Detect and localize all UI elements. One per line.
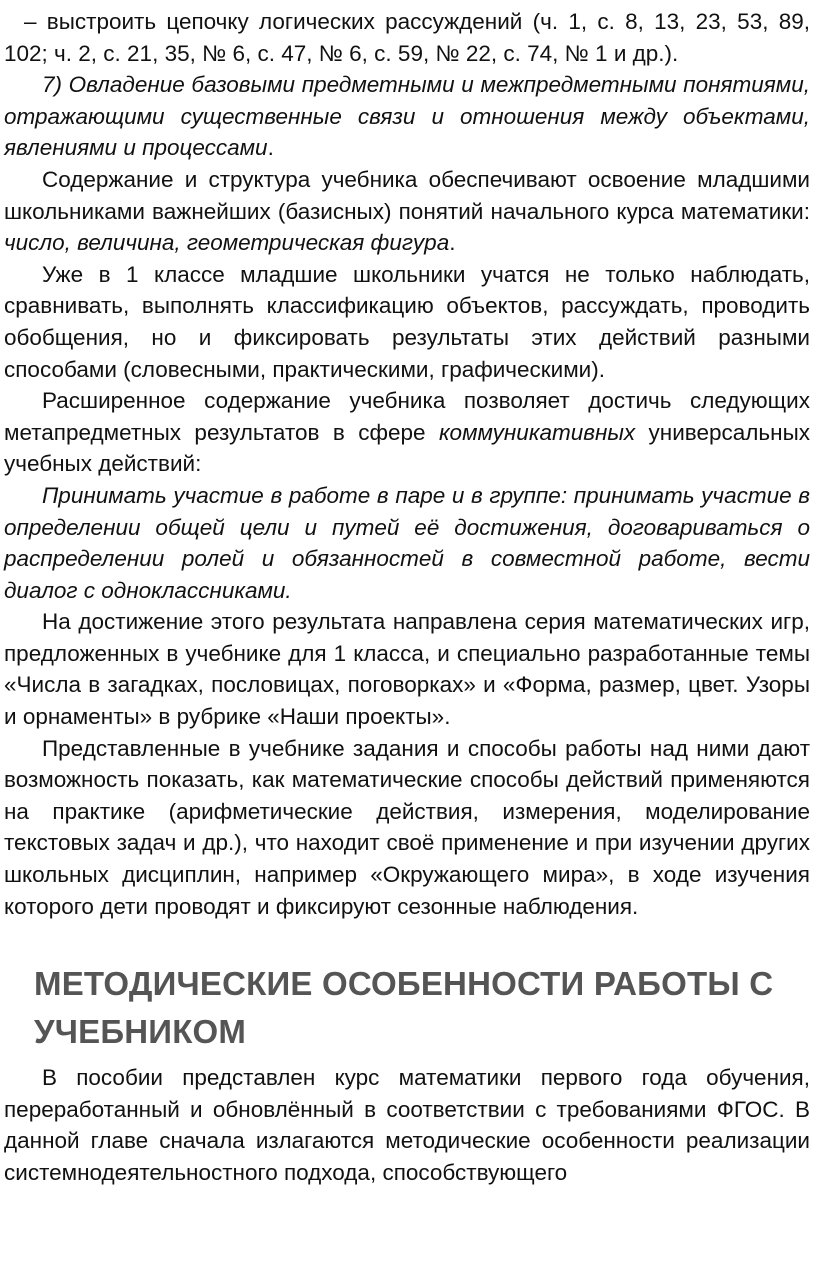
section-item-7-end: . bbox=[267, 135, 274, 161]
section-item-7 bbox=[4, 69, 810, 164]
paragraph-practice: Представленные в учебнике задания и способы работы над ними дают возможность показать, как математические способы действий применяются на практике (арифметические действия, измерения, моделирование текстовых задач и др.), что находит своё применение и при изучении других школьных дисциплин, например «Окружающего мира», в ходе изучения которого дети проводят и фиксируют сезонные наблюдения. bbox=[4, 735, 810, 919]
paragraph-games: На достижение этого результата направлена серия математических игр, предложенных в учебнике для 1 класса, и специально разработанные темы «Числа в загадках, пословицах, поговорках» и «Форма, размер, цвет. Узоры и орнаменты» в рубрике «Наши проекты». bbox=[4, 609, 810, 730]
paragraph-metasubject-italic: коммуникативных bbox=[438, 419, 636, 445]
paragraph-metasubject-end: универсальных учебных действий: bbox=[4, 419, 810, 477]
list-item-dash: – выстроить цепочку логических рассуждений (ч. 1, с. 8, 13, 23, 53, 89, 102; ч. 2, с. 21, 35, № 6, с. 47, № 6, с. 59, № 22, с. 74, № 1 и др.). bbox=[4, 9, 810, 66]
paragraph-metasubject bbox=[4, 385, 810, 480]
paragraph-concepts bbox=[4, 164, 810, 259]
paragraph-concepts-end: . bbox=[449, 230, 456, 256]
section-heading: МЕТОДИЧЕСКИЕ ОСОБЕННОСТИ РАБОТЫ С УЧЕБНИКОМ bbox=[34, 965, 774, 1051]
paragraph-group-work: Принимать участие в работе в паре и в группе: принимать участие в определении общей цели и путей её достижения, договариваться о распределении ролей и обязанностей в совместной работе, вести диалог с одноклассниками. bbox=[4, 482, 810, 603]
paragraph-metasubject-start: Расширенное содержание учебника позволяет достичь следующих метапредметных результатов в сфере bbox=[4, 388, 810, 445]
paragraph-first-grade: Уже в 1 классе младшие школьники учатся не только наблюдать, сравнивать, выполнять классификацию объектов, рассуждать, проводить обобщения, но и фиксировать результаты этих действий разными способами (словесными, практическими, графическими). bbox=[4, 261, 810, 382]
section-item-7-text: 7) Овладение базовыми предметными и межпредметными понятиями, отражающими существенные связи и отношения между объектами, явлениями и процессами bbox=[4, 72, 810, 161]
paragraph-course-intro: В пособии представлен курс математики первого года обучения, переработанный и обновлённый в соответствии с требованиями ФГОС. В данной главе сначала излагаются методические особенности реализации системнодеятельностного подхода, способствующего bbox=[4, 1065, 810, 1185]
paragraph-concepts-italic: число, величина, геометрическая фигура bbox=[4, 230, 450, 256]
paragraph-concepts-start: Содержание и структура учебника обеспечивают освоение младшими школьниками важнейших (базисных) понятий начального курса математики: bbox=[4, 166, 810, 224]
